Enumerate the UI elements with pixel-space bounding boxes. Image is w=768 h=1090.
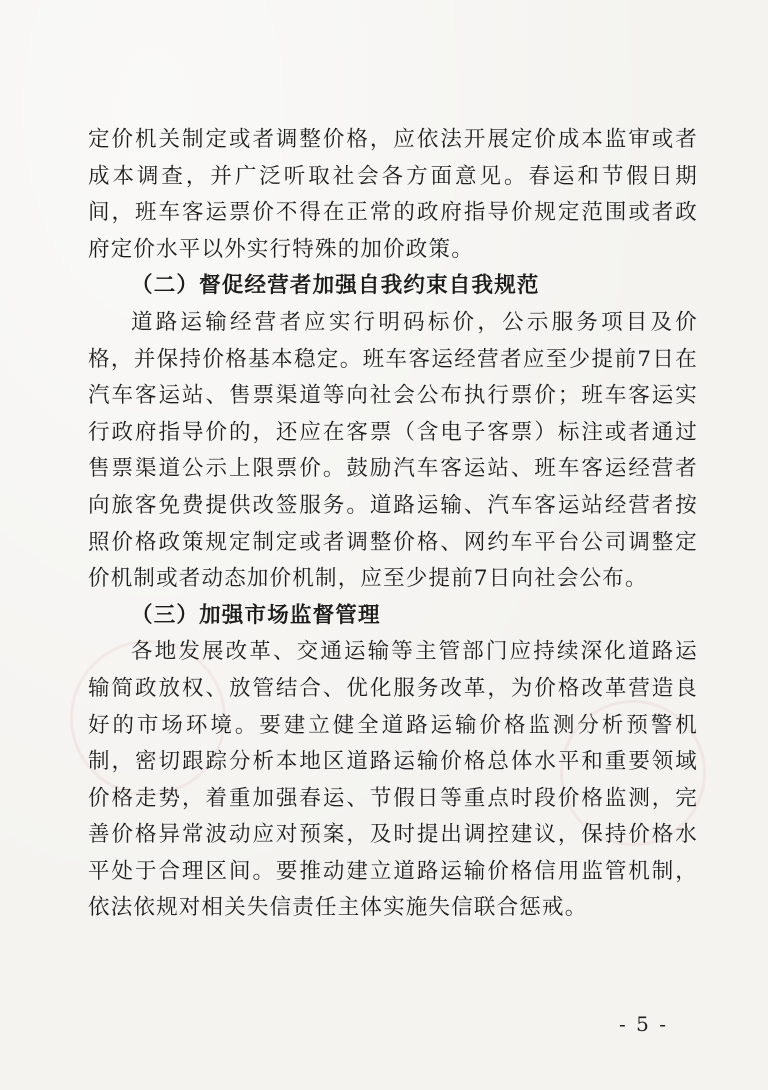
section-heading-3: （三）加强市场监督管理 xyxy=(131,602,381,628)
paragraph-pricing-authority: 定价机关制定或者调整价格，应依法开展定价成本监审或者成本调查，并广泛听取社会各方面意见。春运和节假日期间，班车客运票价不得在正常的政府指导价规定范围或者政府定价水平以外实行特殊的加价政策。 xyxy=(88,127,698,262)
paragraph-operator-self-regulation: 道路运输经营者应实行明码标价，公示服务项目及价格，并保持价格基本稳定。班车客运经营者应至少提前7日在汽车客运站、售票渠道等向社会公布执行票价；班车客运实行政府指导价的，还应在客票（含电子客票）标注或者通过售票渠道公示上限票价。鼓励汽车客运站、班车客运经营者向旅客免费提供改签服务。道路运输、汽车客运站经营者按照价格政策规定制定或者调整价格、网约车平台公司调整定价机制或者动态加价机制，应至少提前7日向社会公布。 xyxy=(88,309,698,592)
paragraph-market-supervision: 各地发展改革、交通运输等主管部门应持续深化道路运输简政放权、放管结合、优化服务改革，为价格改革营造良好的市场环境。要建立健全道路运输价格监测分析预警机制，密切跟踪分析本地区道路运输价格总体水平和重要领域价格走势，着重加强春运、节假日等重点时段价格监测，完善价格异常波动应对预案，及时提出调控建议，保持价格水平处于合理区间。要推动建立道路运输价格信用监管机制，依法依规对相关失信责任主体实施失信联合惩戒。 xyxy=(88,639,698,921)
document-body xyxy=(88,122,698,927)
section-heading-2: （二）督促经营者加强自我约束自我规范 xyxy=(131,273,540,299)
page-number: - 5 - xyxy=(619,1012,668,1036)
